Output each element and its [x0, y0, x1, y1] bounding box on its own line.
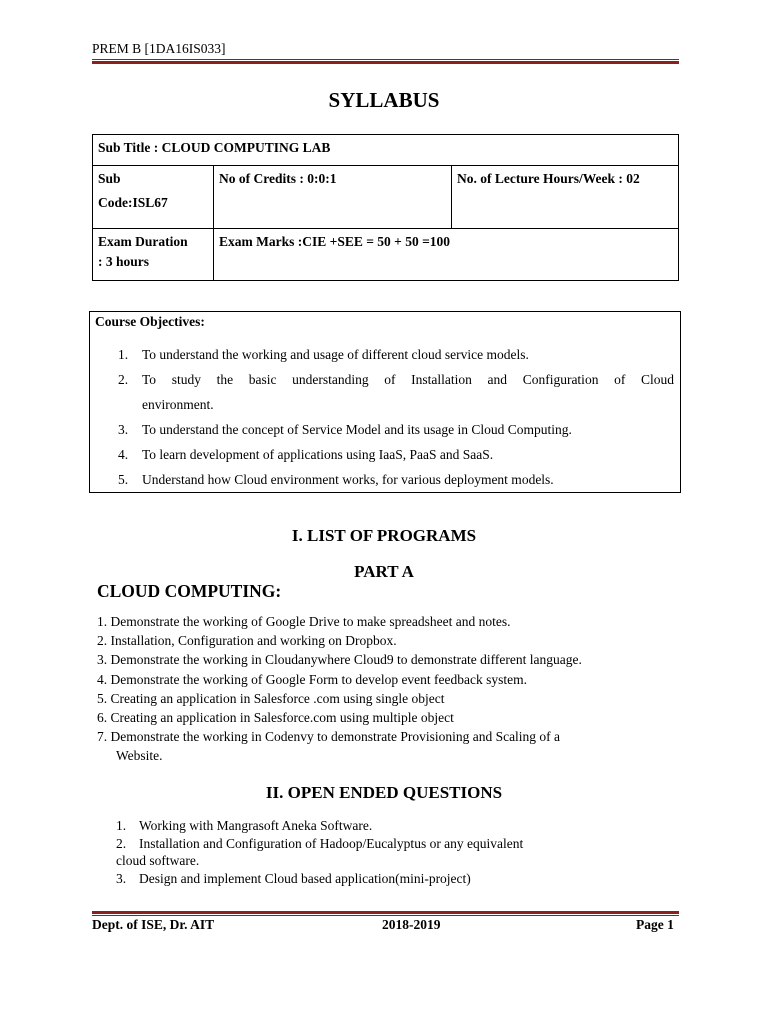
part-a-heading: PART A	[354, 562, 414, 581]
program-item: 6. Creating an application in Salesforce.com using multiple object	[97, 710, 454, 726]
open-ended-item-continued: cloud software.	[116, 853, 200, 868]
header-rule-thin	[92, 59, 679, 60]
program-item: 2. Installation, Configuration and working on Dropbox.	[97, 633, 397, 649]
footer-rule-thick	[92, 911, 679, 914]
objective-number: 5.	[118, 472, 129, 487]
programs-heading: I. LIST OF PROGRAMS	[291, 526, 477, 545]
objective-number: 1.	[118, 347, 129, 362]
objective-item	[118, 467, 674, 492]
sub-code-value: Code:ISL67	[98, 195, 168, 210]
lecture-hours-cell: No. of Lecture Hours/Week : 02	[452, 166, 679, 229]
question-text: Working with Mangrasoft Aneka Software.	[139, 818, 373, 833]
objective-text: To understand the working and usage of different cloud service models.	[142, 347, 529, 362]
question-number: 1.	[116, 818, 127, 833]
header-rule-thick	[92, 61, 679, 64]
question-number: 2.	[116, 835, 127, 851]
objective-text: Understand how Cloud environment works, for various deployment models.	[142, 472, 554, 487]
objective-item	[118, 442, 674, 467]
cloud-computing-heading: CLOUD COMPUTING:	[97, 581, 282, 601]
objective-text: To understand the concept of Service Model and its usage in Cloud Computing.	[142, 422, 572, 437]
objective-item-continued	[118, 392, 674, 417]
objective-number: 4.	[118, 447, 129, 462]
objective-item	[118, 342, 674, 367]
course-objectives-box	[89, 311, 681, 493]
programs-list	[97, 612, 582, 766]
question-number: 3.	[116, 870, 127, 886]
sub-code-cell	[93, 166, 214, 229]
open-ended-item	[116, 835, 523, 853]
objective-text-continued: environment.	[142, 397, 214, 412]
exam-duration-label: Exam Duration	[98, 234, 188, 249]
objective-item	[118, 367, 674, 392]
question-text: Installation and Configuration of Hadoop/Eucalyptus or any equivalent	[139, 835, 524, 851]
page-title: SYLLABUS	[328, 88, 440, 112]
program-item: 3. Demonstrate the working in Cloudanywhere Cloud9 to demonstrate different language.	[97, 652, 582, 668]
objectives-title: Course Objectives:	[95, 314, 205, 329]
program-item: 5. Creating an application in Salesforce .com using single object	[97, 690, 445, 706]
program-item: 7. Demonstrate the working in Codenvy to demonstrate Provisioning and Scaling of a	[97, 729, 561, 745]
footer-year: 2018-2019	[382, 917, 441, 932]
exam-duration-value: : 3 hours	[98, 254, 150, 269]
objective-text: To learn development of applications using IaaS, PaaS and SaaS.	[142, 447, 494, 462]
program-item-continued: Website.	[116, 748, 163, 764]
course-info-table	[92, 134, 679, 281]
sub-title-cell: Sub Title : CLOUD COMPUTING LAB	[93, 135, 679, 166]
exam-duration-cell	[93, 229, 214, 281]
sub-code-label: Sub	[98, 171, 121, 186]
program-item: 1. Demonstrate the working of Google Drive to make spreadsheet and notes.	[97, 614, 511, 629]
objective-number: 2.	[118, 372, 129, 387]
credits-cell: No of Credits : 0:0:1	[214, 166, 452, 229]
open-ended-list	[116, 817, 523, 887]
objective-item	[118, 417, 674, 442]
open-ended-item	[116, 870, 523, 888]
objective-number: 3.	[118, 422, 129, 437]
footer-dept: Dept. of ISE, Dr. AIT	[92, 917, 215, 932]
footer-rule-thin	[92, 915, 679, 916]
open-ended-item	[116, 817, 523, 835]
open-ended-heading: II. OPEN ENDED QUESTIONS	[265, 783, 503, 802]
objectives-list	[118, 342, 674, 492]
question-text: Design and implement Cloud based application(mini-project)	[139, 870, 471, 886]
header-name: PREM B [1DA16IS033]	[92, 41, 226, 56]
objective-text: To study the basic understanding of Installation and Configuration of Cloud	[142, 372, 674, 387]
program-item: 4. Demonstrate the working of Google Form to develop event feedback system.	[97, 671, 528, 687]
exam-marks-cell: Exam Marks :CIE +SEE = 50 + 50 =100	[214, 229, 679, 281]
footer-page-number: Page 1	[636, 917, 674, 932]
